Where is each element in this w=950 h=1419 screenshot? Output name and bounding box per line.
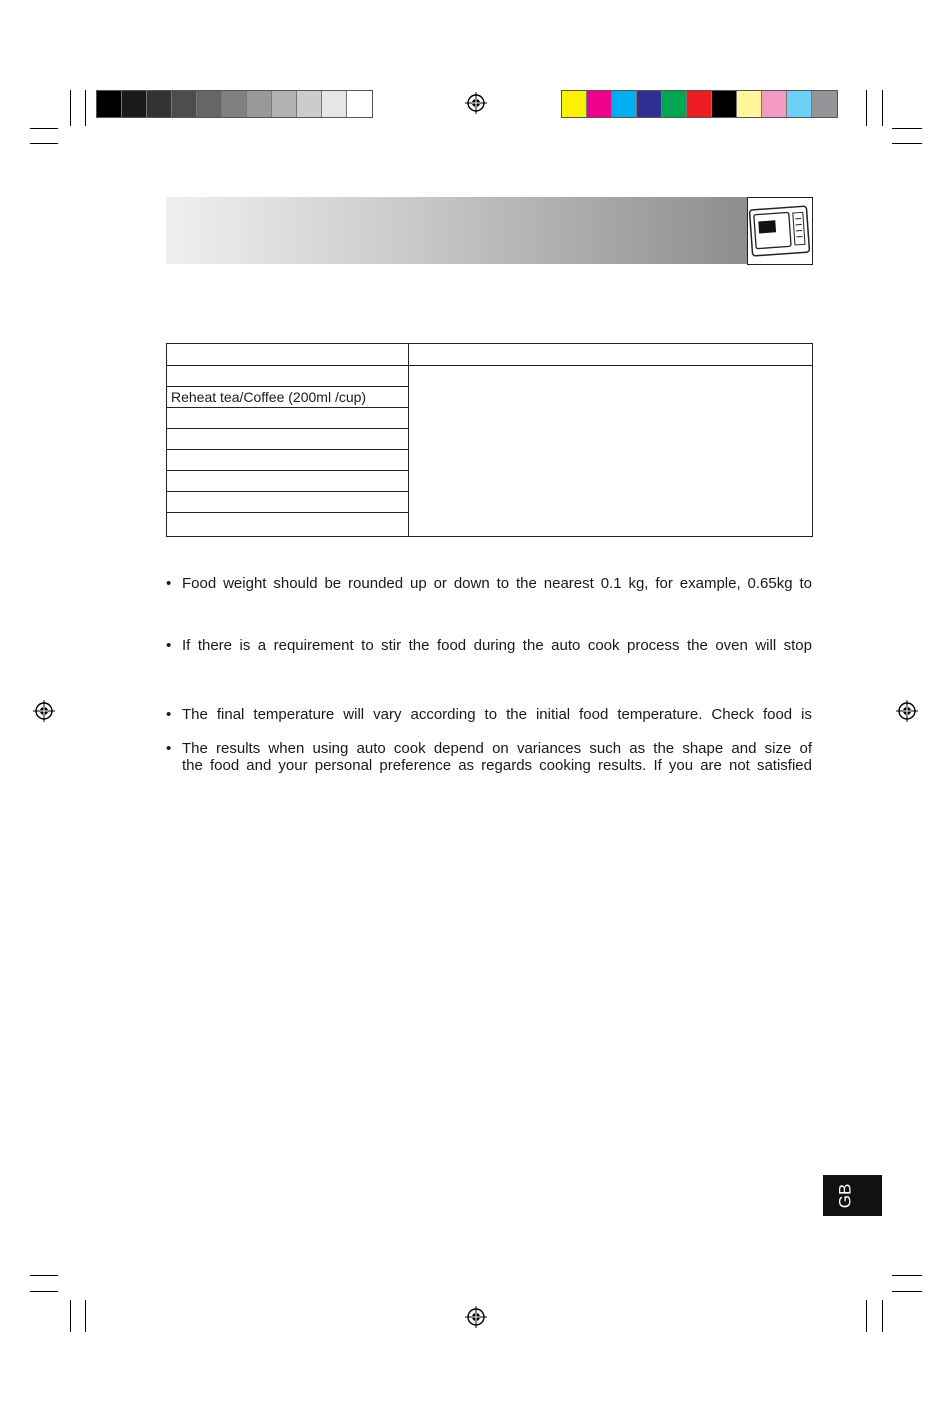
color-swatch xyxy=(297,91,322,117)
color-swatch xyxy=(662,91,687,117)
table-header-cell xyxy=(167,344,409,366)
color-swatch xyxy=(737,91,762,117)
language-tab-label: GB xyxy=(835,1183,855,1209)
color-swatch xyxy=(687,91,712,117)
color-swatch xyxy=(712,91,737,117)
color-swatch xyxy=(612,91,637,117)
bullet-item xyxy=(166,740,812,780)
bullet-text: If there is a requirement to stir the food during the auto cook process the oven will stop xyxy=(182,637,812,654)
bullet-item xyxy=(166,575,812,595)
bullet-dot: • xyxy=(166,706,172,723)
auto-cook-table xyxy=(166,343,813,537)
bullet-dot: • xyxy=(166,575,172,592)
color-swatch xyxy=(322,91,347,117)
bullet-text: the food and your personal preference as regards cooking results. If you are not satisfied xyxy=(182,757,812,774)
bullet-text: Food weight should be rounded up or down to the nearest 0.1 kg, for example, 0.65kg to xyxy=(182,575,812,592)
color-swatch xyxy=(272,91,297,117)
table-cell xyxy=(167,450,409,471)
color-swatch xyxy=(247,91,272,117)
table-cell xyxy=(167,408,409,429)
bullet-text: The final temperature will vary according to the initial food temperature. Check food is xyxy=(182,706,812,723)
table-cell xyxy=(167,429,409,450)
color-swatch xyxy=(197,91,222,117)
color-swatch xyxy=(587,91,612,117)
color-swatch xyxy=(122,91,147,117)
color-swatch xyxy=(97,91,122,117)
color-calibration-bar xyxy=(561,90,838,118)
table-header-cell xyxy=(409,344,813,366)
color-swatch xyxy=(762,91,787,117)
color-swatch xyxy=(787,91,812,117)
color-swatch xyxy=(222,91,247,117)
bullet-dot: • xyxy=(166,637,172,654)
color-swatch xyxy=(347,91,372,117)
registration-mark-icon xyxy=(896,700,918,722)
table-cell: Reheat tea/Coffee (200ml /cup) xyxy=(167,387,409,408)
bullet-dot: • xyxy=(166,740,172,757)
color-swatch xyxy=(812,91,837,117)
microwave-icon xyxy=(748,198,812,264)
color-swatch xyxy=(172,91,197,117)
color-swatch xyxy=(147,91,172,117)
table-row xyxy=(167,366,813,387)
language-tab xyxy=(823,1175,882,1216)
table-cell xyxy=(167,471,409,492)
registration-mark-icon xyxy=(33,700,55,722)
section-header-band xyxy=(166,197,747,264)
grayscale-calibration-bar xyxy=(96,90,373,118)
table-header-row xyxy=(167,344,813,366)
registration-mark-icon xyxy=(465,92,487,114)
table-merged-cell xyxy=(409,366,813,537)
header-icon-box xyxy=(747,197,813,265)
table-cell xyxy=(167,513,409,537)
color-swatch xyxy=(562,91,587,117)
bullet-item xyxy=(166,706,812,726)
registration-mark-icon xyxy=(465,1306,487,1328)
table-cell xyxy=(167,492,409,513)
color-swatch xyxy=(637,91,662,117)
table-cell xyxy=(167,366,409,387)
bullet-item xyxy=(166,637,812,657)
bullet-text: The results when using auto cook depend on variances such as the shape and size of xyxy=(182,740,812,757)
